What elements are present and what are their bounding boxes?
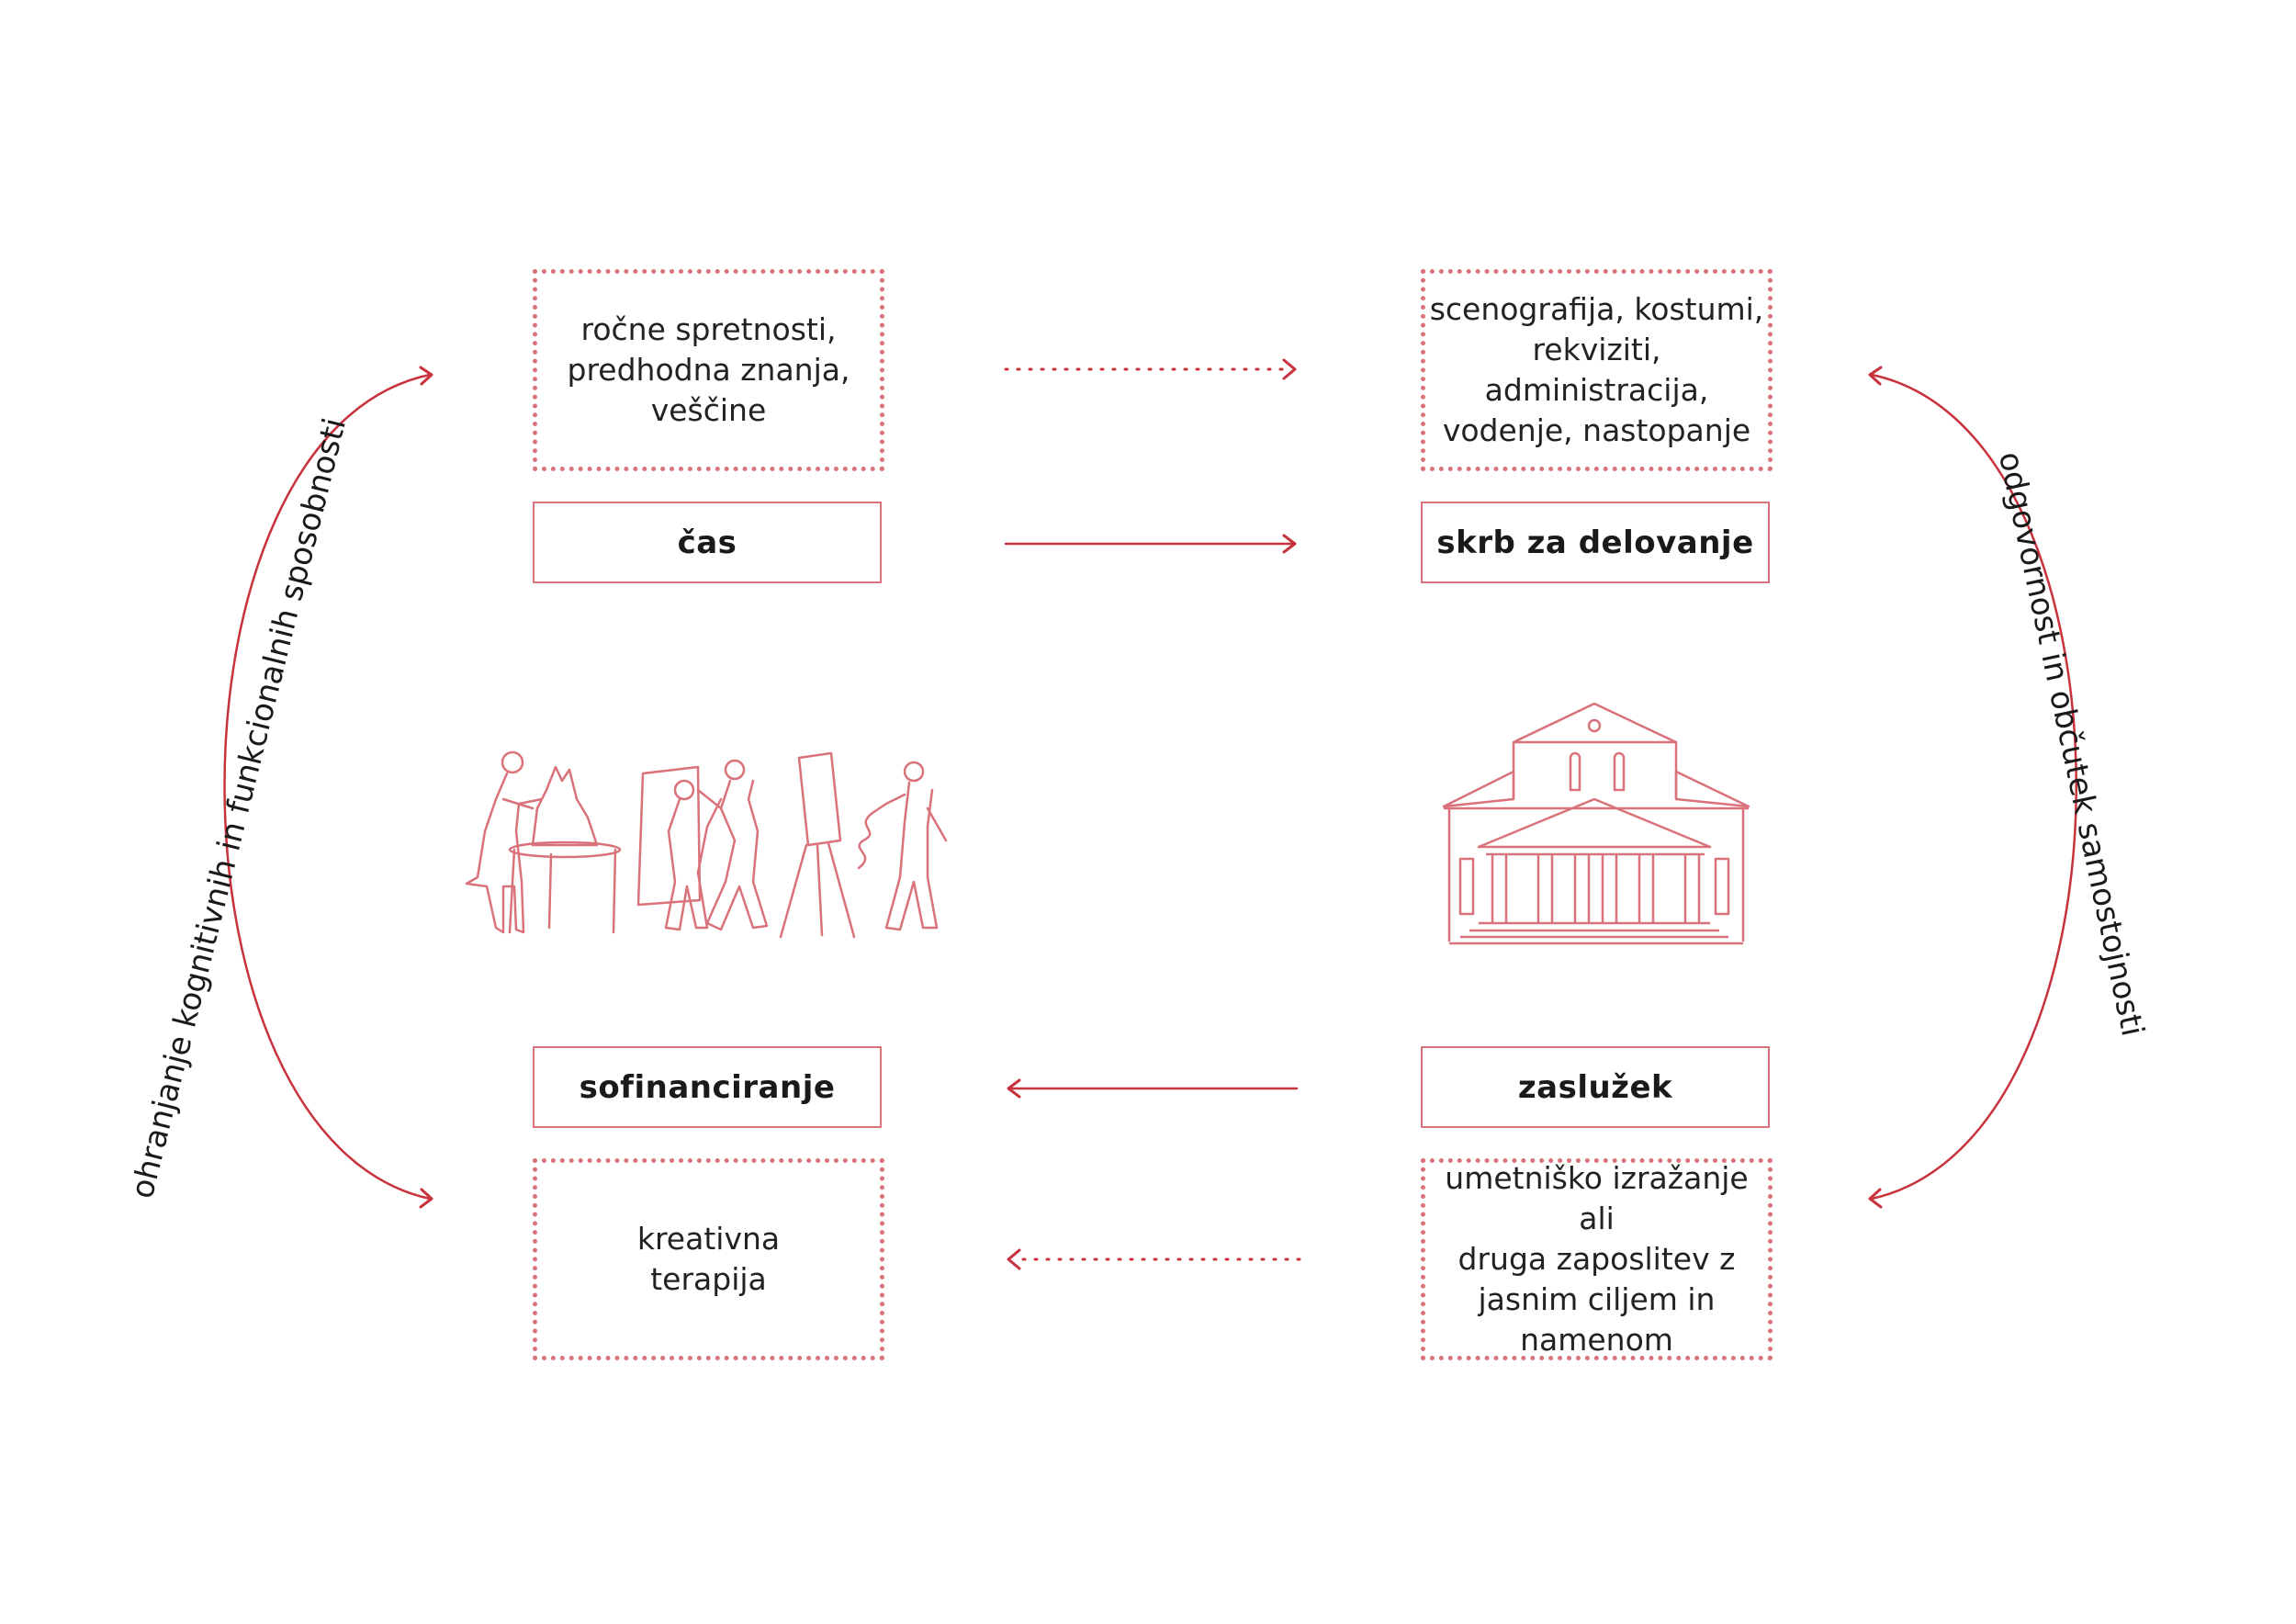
right-side-label: odgovornost in občutek samostojnosti <box>1990 448 2152 1040</box>
care-label: skrb za delovanje <box>1436 524 1754 561</box>
employment-text: umetniško izražanje ali druga zaposlitev z jasnim ciljem in namenom <box>1445 1160 1749 1358</box>
dotted-arrow-left-head <box>1008 1250 1019 1269</box>
tasks-text: scenografija, kostumi, rekviziti, administracija, vodenje, nastopanje <box>1429 291 1764 448</box>
theater-building-icon <box>1444 704 1749 943</box>
left-side-label: ohranjanje kognitivnih in funkcionalnih sposobnosti <box>123 414 355 1202</box>
skills-text: ročne spretnosti, predhodna znanja, veščine <box>567 311 850 428</box>
right-arc <box>1872 375 2077 1199</box>
earnings-label: zaslužek <box>1517 1068 1673 1106</box>
dotted-arrow-right-head <box>1284 360 1295 378</box>
cofinancing-label: sofinanciranje <box>579 1068 836 1106</box>
therapy-text: kreativna terapija <box>636 1221 781 1297</box>
artists-at-work-icon <box>467 752 946 937</box>
time-label: čas <box>677 524 737 561</box>
